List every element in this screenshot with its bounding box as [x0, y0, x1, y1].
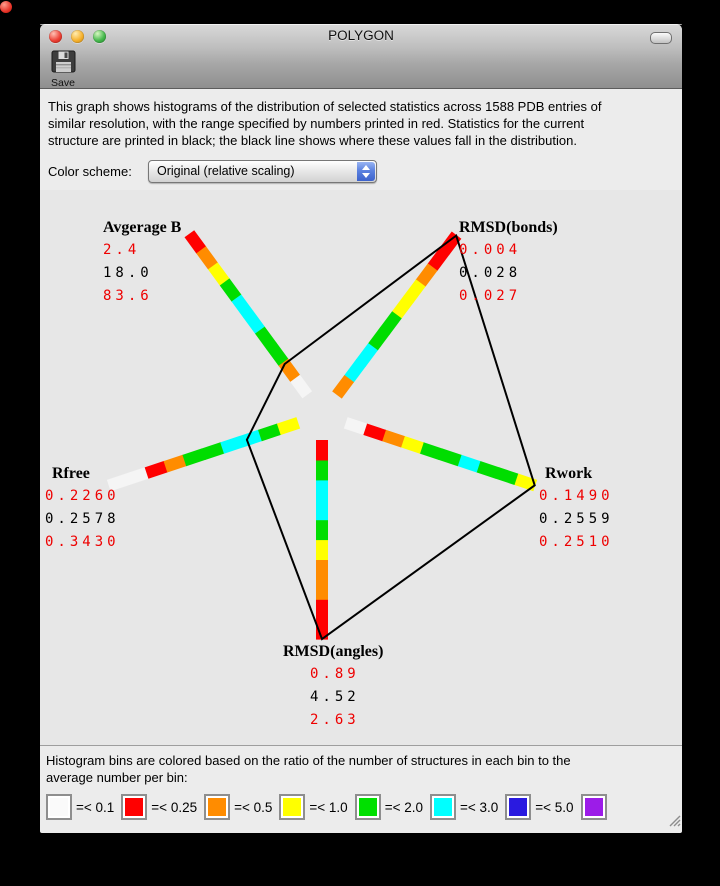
axis-label: RMSD(angles) — [283, 643, 384, 660]
window-header — [40, 24, 682, 89]
axis-max: 0.2510 — [539, 534, 614, 550]
histogram-segment — [316, 579, 328, 600]
axis-max: 0.3430 — [45, 534, 120, 550]
titlebar[interactable] — [40, 24, 682, 48]
legend-bin — [121, 794, 204, 820]
axis-value: 18.0 — [103, 265, 153, 281]
resize-grip[interactable] — [666, 812, 681, 832]
description-line: structure are printed in black; the black line shows where these values fall in the distribution. — [48, 133, 577, 148]
legend-swatch-icon — [355, 794, 381, 820]
histogram-segment — [344, 417, 367, 435]
histogram-segment — [316, 520, 328, 541]
axis-min: 0.1490 — [539, 488, 614, 504]
chevron-up-icon — [362, 165, 370, 170]
axis-stats-rfree — [45, 462, 120, 554]
axis-min: 0.2260 — [45, 488, 120, 504]
legend-bin — [46, 794, 121, 820]
legend-swatch-icon — [581, 794, 607, 820]
histogram-segment — [316, 440, 328, 461]
legend-swatch-icon — [204, 794, 230, 820]
axis-max: 0.027 — [459, 288, 522, 304]
histogram-segment — [316, 480, 328, 501]
color-scheme-selected-value: Original (relative scaling) — [157, 164, 295, 178]
description-line: This graph shows histograms of the distribution of selected statistics across 1588 PDB entries of — [48, 99, 602, 114]
chevron-down-icon — [362, 173, 370, 178]
color-scheme-label: Color scheme: — [48, 164, 132, 179]
legend-bin-label: =< 5.0 — [535, 799, 574, 815]
histogram-segment — [277, 417, 300, 435]
axis-max: 83.6 — [103, 288, 153, 304]
legend-swatch-icon — [430, 794, 456, 820]
axis-label: Avgerage B — [103, 219, 182, 236]
window-title: POLYGON — [328, 28, 394, 43]
axis-label: Rwork — [545, 465, 593, 482]
legend-bin — [505, 794, 580, 820]
legend-line: Histogram bins are colored based on the ratio of the number of structures in each bin to the — [46, 753, 571, 768]
axis-label: Rfree — [52, 465, 90, 482]
legend-swatch-icon — [279, 794, 305, 820]
description-panel — [40, 89, 682, 190]
description-text — [48, 98, 676, 149]
axis-value: 0.028 — [459, 265, 522, 281]
axis-max: 2.63 — [310, 712, 360, 728]
legend-swatch-icon — [505, 794, 531, 820]
legend-bin — [430, 794, 505, 820]
description-line: similar resolution, with the range specified by numbers printed in red. Statistics for the current — [48, 116, 585, 131]
legend-panel — [40, 745, 682, 833]
axis-min: 2.4 — [103, 242, 141, 258]
axis-stats-rwork — [539, 462, 614, 554]
legend-bin-label: =< 3.0 — [459, 799, 499, 815]
axis-stats-rmsd-angles — [283, 640, 383, 732]
histogram-segment — [316, 599, 328, 620]
histogram-segment — [316, 540, 328, 561]
legend-bin-label: =< 0.25 — [151, 799, 198, 815]
axis-value: 0.2559 — [539, 511, 614, 527]
axis-min: 0.004 — [459, 242, 522, 258]
toolbar-toggle-button[interactable] — [650, 32, 672, 44]
legend-bin — [581, 794, 611, 820]
legend-bin-label: =< 0.5 — [234, 799, 273, 815]
legend-bins-row — [46, 794, 678, 820]
axis-value: 4.52 — [310, 689, 360, 705]
axis-min: 0.89 — [310, 666, 360, 682]
polygon-plot-panel — [40, 190, 682, 745]
save-floppy-icon — [51, 60, 76, 77]
legend-swatch-icon — [46, 794, 72, 820]
polygon-window — [40, 24, 682, 832]
axis-stats-rmsd-bonds — [459, 216, 558, 308]
axis-label: RMSD(bonds) — [459, 219, 558, 236]
histogram-segment — [316, 500, 328, 521]
save-button-label: Save — [51, 77, 75, 89]
legend-text — [46, 752, 676, 786]
save-button[interactable] — [46, 50, 80, 87]
select-stepper-icon — [357, 162, 375, 181]
legend-bin-label: =< 1.0 — [309, 799, 348, 815]
legend-bin-label: =< 2.0 — [384, 799, 423, 815]
histogram-segment — [316, 460, 328, 481]
legend-line: average number per bin: — [46, 770, 188, 785]
legend-bin — [204, 794, 279, 820]
axis-value: 0.2578 — [45, 511, 120, 527]
color-scheme-select[interactable] — [148, 160, 377, 183]
toolbar — [40, 48, 682, 88]
legend-swatch-icon — [121, 794, 147, 820]
histogram-segment — [316, 559, 328, 580]
legend-bin — [355, 794, 430, 820]
background-window-artifact — [0, 1, 12, 13]
axis-stats-average-b — [103, 216, 181, 308]
legend-bin — [279, 794, 354, 820]
legend-bin-label: =< 0.1 — [76, 799, 115, 815]
